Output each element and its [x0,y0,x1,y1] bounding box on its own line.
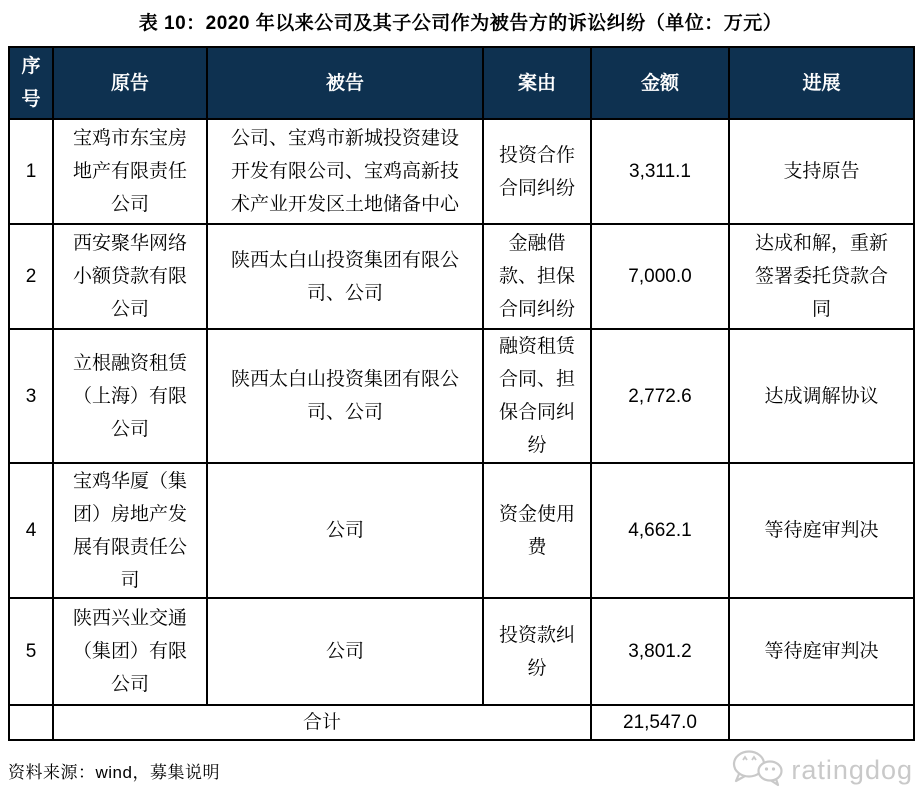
table-row [9,463,914,598]
cell-plaintiff: 西安聚华网络小额贷款有限公司 [53,224,207,329]
table-row [9,329,914,463]
col-header-plaintiff: 原告 [53,47,207,119]
wechat-chat-bubbles-icon [729,748,785,793]
footer [8,751,913,789]
total-empty-progress [729,705,914,740]
page-title: 表 10：2020 年以来公司及其子公司作为被告方的诉讼纠纷（单位：万元） [138,13,783,34]
cell-plaintiff: 立根融资租赁（上海）有限公司 [53,329,207,463]
cell-cause: 投资款纠纷 [483,598,591,705]
logo-text: ratingdog [791,754,913,785]
col-header-cause: 案由 [483,47,591,119]
cell-progress: 支持原告 [729,119,914,224]
cell-defendant: 公司、宝鸡市新城投资建设开发有限公司、宝鸡高新技术产业开发区土地储备中心 [207,119,483,224]
cell-cause: 融资租赁合同、担保合同纠纷 [483,329,591,463]
cell-amount: 7,000.0 [591,224,729,329]
cell-progress: 达成调解协议 [729,329,914,463]
total-empty-no [9,705,53,740]
cell-defendant: 公司 [207,463,483,598]
table-row [9,119,914,224]
source-note: 资料来源：wind，募集说明 [8,762,220,782]
col-header-amount: 金额 [591,47,729,119]
cell-no: 5 [9,598,53,705]
cell-amount: 4,662.1 [591,463,729,598]
ratingdog-logo [729,748,913,793]
col-header-no: 序号 [9,47,53,119]
header-row [9,47,914,119]
cell-amount: 2,772.6 [591,329,729,463]
lawsuit-table [8,46,915,741]
cell-defendant: 陕西太白山投资集团有限公司、公司 [207,224,483,329]
cell-cause: 金融借款、担保合同纠纷 [483,224,591,329]
cell-no: 2 [9,224,53,329]
cell-progress: 达成和解，重新签署委托贷款合同 [729,224,914,329]
cell-no: 4 [9,463,53,598]
table-row [9,224,914,329]
cell-amount: 3,311.1 [591,119,729,224]
cell-cause: 投资合作合同纠纷 [483,119,591,224]
cell-progress: 等待庭审判决 [729,598,914,705]
cell-defendant: 公司 [207,598,483,705]
cell-plaintiff: 宝鸡市东宝房地产有限责任公司 [53,119,207,224]
cell-no: 1 [9,119,53,224]
cell-no: 3 [9,329,53,463]
col-header-defendant: 被告 [207,47,483,119]
cell-cause: 资金使用费 [483,463,591,598]
cell-amount: 3,801.2 [591,598,729,705]
total-label: 合计 [53,705,591,740]
total-amount: 21,547.0 [591,705,729,740]
cell-progress: 等待庭审判决 [729,463,914,598]
cell-defendant: 陕西太白山投资集团有限公司、公司 [207,329,483,463]
cell-plaintiff: 陕西兴业交通（集团）有限公司 [53,598,207,705]
table-row [9,598,914,705]
cell-plaintiff: 宝鸡华厦（集团）房地产发展有限责任公司 [53,463,207,598]
total-row [9,705,914,740]
col-header-progress: 进展 [729,47,914,119]
